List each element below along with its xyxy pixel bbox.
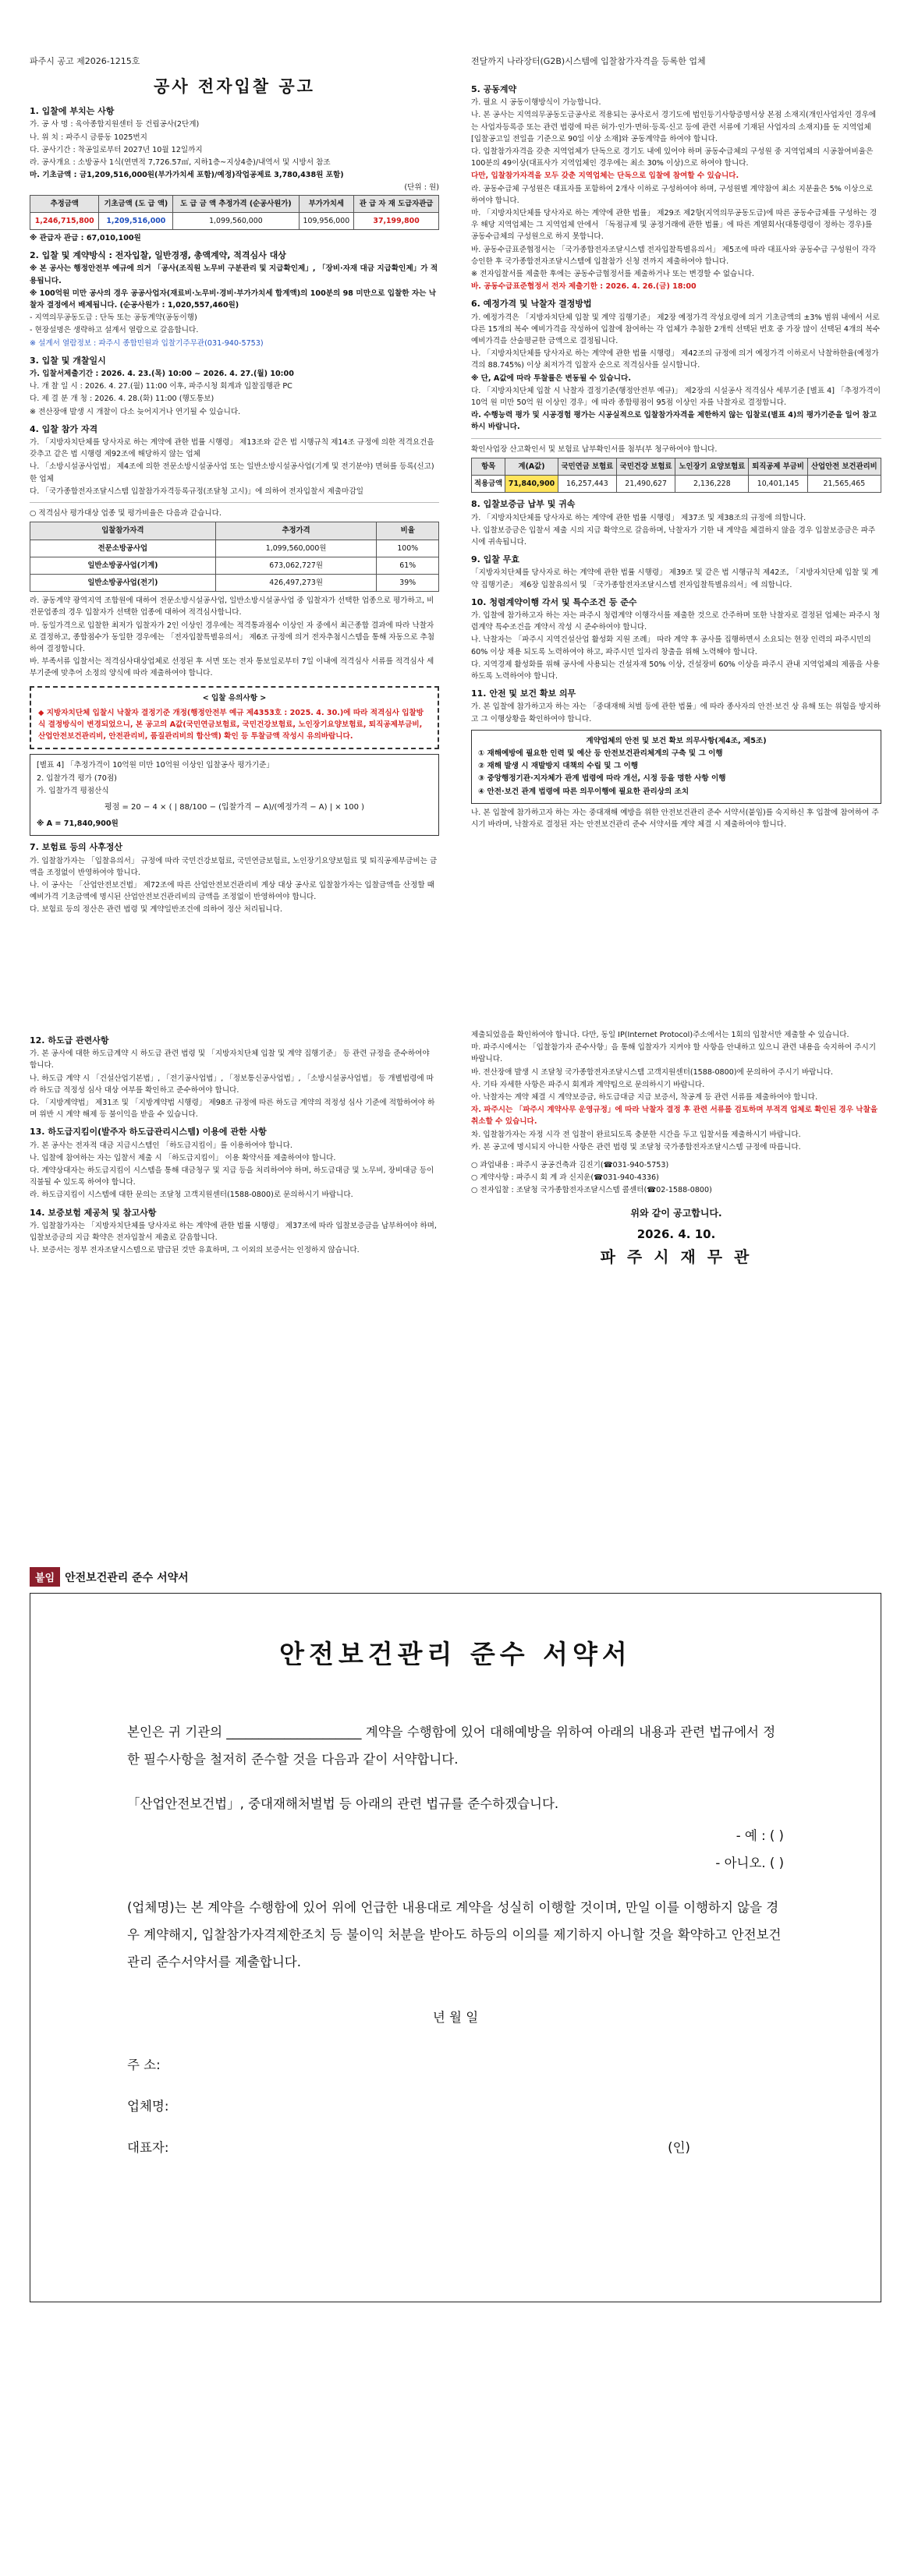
s13-item: 다. 계약상대자는 하도급지킴이 시스템을 통해 대금청구 및 지급 등을 처리하여야 하며, 하도급대금 및 노무비, 장비대금 등이 직불될 수 있도록 하여야 합니다. <box>30 1166 434 1187</box>
s4-more: 마. 동일가격으로 입찰한 최저가 입찰자가 2인 이상인 경우에는 적격통과점수 이상인 자 중에서 최근종합 결과에 따라 낙찰자로 결정하고, 종합점수가 동일한 경우에는 「전자입찰특별유의서」 제6조 규정에 의거 전자추첨시스템을 통해 자동으로 추첨하여 결정합니다. <box>30 621 435 653</box>
section-4-title: 4. 입찰 참가 자격 <box>30 423 98 434</box>
table-cell: 1,099,560,000 <box>173 212 299 229</box>
s5-item: 가. 필요 시 공동이행방식이 가능합니다. <box>471 98 601 108</box>
s5-item: 나. 본 공사는 지역의무공동도급공사로 적용되는 공사로서 경기도에 법인등기사항증명서상 본점 소재지(개인사업자인 경우에는 사업자등록증 또는 관련 법령에 따른 허가·인가·면허·등록·신고 등에 관련 서류에 기재된 사업자의 소재지)를 둔 지역업체 [입찰공고일 전일을 기준으로 90일 이상 소재]와 공동계약을 하여야 합니다. <box>471 111 877 143</box>
page-title: 공사 전자입찰 공고 <box>154 77 315 96</box>
section-5-title: 5. 공동계약 <box>471 84 517 94</box>
s6-item: 가. 예정가격은 「지방자치단체 입찰 및 계약 집행기준」 제2장 예정가격 작성요령에 의거 기초금액의 ±3% 범위 내에서 서로 다른 15개의 복수 예비가격을 작성하여 입찰에 참여하는 각 업체가 추첨한 2개씩 선택된 번호 중 가장 많이 선택된 4개의 복수예비가격을 산술평균한 금액으로 결정됩니다. <box>471 313 881 346</box>
table-header: 부가가치세 <box>299 195 354 212</box>
s12-item: 가. 본 공사에 대한 하도급계약 시 하도급 관련 법령 및 「지방자치단체 입찰 및 계약 집행기준」 등 관련 규정을 준수하여야 합니다. <box>30 1049 430 1070</box>
table-cell: 1,246,715,800 <box>30 212 99 229</box>
s13-item: 라. 하도급지킴이 시스템에 대한 문의는 조달청 고객지원센터(1588-0800)로 문의하시기 바랍니다. <box>30 1191 353 1200</box>
a-value: ※ A = 71,840,900원 <box>37 819 119 829</box>
divider <box>471 438 881 439</box>
table-header: 항목 <box>472 458 505 475</box>
table-cell: 2,136,228 <box>675 476 749 493</box>
attachment-title: 안전보건관리 준수 서약서 <box>65 1572 189 1584</box>
attachment-heading <box>30 1567 881 1587</box>
t1-note: ※ 관급자 관급 : 67,010,100원 <box>30 234 141 243</box>
table-cell: 1,209,516,000 <box>99 212 173 229</box>
s5-item: 바. 공동수급표준협정서는 「국가종합전자조달시스템 전자입찰특별유의서」 제5조에 따라 대표사와 공동수급 구성원이 각각 승인한 후 국가종합전자조달시스템에 입찰참가 신청 전까지 제출하여야 합니다. <box>471 245 877 266</box>
safety-box-item: ③ 중앙행정기관·지자체가 관계 법령에 따라 개선, 시정 등을 명한 사항 이행 <box>478 774 726 784</box>
formula-title: [별표 4] 「추정가격이 10억원 미만 10억원 이상인 입찰공사 평가기준」 <box>37 761 275 770</box>
table-header: 도 급 금 액 추정가격 (순공사원가) <box>173 195 299 212</box>
lower-item: 카. 본 공고에 명시되지 아니한 사항은 관련 법령 및 조달청 국가종합전자조달시스템 규정에 따릅니다. <box>471 1142 801 1152</box>
s2-item: ※ 100억원 미만 공사의 경우 공공사업자(재료비·노무비·경비·부가가치세 합계액)의 100분의 98 미만으로 입찰한 자는 낙찰자 결정에서 배제됩니다. (순공사원가 : 1,020,557,460원) <box>30 288 437 310</box>
announcement-page-1 <box>0 0 911 990</box>
section-10-title: 10. 청렴계약이행 각서 및 특수조건 등 준수 <box>471 596 637 607</box>
lower-item: 제출되었음을 확인하여야 합니다. 다만, 동일 IP(Internet Protocol)주소에서는 1회의 입찰서만 제출할 수 있습니다. <box>471 1031 849 1039</box>
s4-more: 바. 부족서류 입찰서는 적격심사대상업체로 선정된 후 서면 또는 전자 통보일로부터 7일 이내에 적격심사 서류를 적격심사 세부기준에 맞추어 소정의 양식에 따라 제출하여야 합니다. <box>30 657 434 678</box>
safety-pledge-section <box>30 1567 881 2331</box>
pledge-company-field[interactable]: 업체명: <box>127 2099 169 2114</box>
table-cell: 37,199,800 <box>354 212 439 229</box>
table-cell: 16,257,443 <box>558 476 616 493</box>
section-1-title: 1. 입찰에 부치는 사항 <box>30 106 115 117</box>
lower-item: 마. 파주시에서는 「입찰참가자 준수사항」을 통해 입찰자가 지켜야 할 사항을 안내하고 있으니 관련 내용을 숙지하여 주시기 바랍니다. <box>471 1043 877 1064</box>
lower-item: 자. 파주시는 「파주시 계약사무 운영규정」에 따라 낙찰자 결정 후 관련 서류를 검토하며 부적격 업체로 확인된 경우 낙찰을 취소할 수 있습니다. <box>471 1106 878 1127</box>
budget-table <box>30 195 439 230</box>
attachment-tag: 붙임 <box>30 1567 60 1587</box>
table-cell: 39% <box>377 574 439 591</box>
table-cell: 673,062,727원 <box>215 557 377 574</box>
pledge-date-line[interactable]: 년 월 일 <box>432 2010 479 2025</box>
safety-box-item: ④ 안전·보건 관계 법령에 따른 의무이행에 필요한 관리상의 조치 <box>478 787 689 796</box>
s1-item: 라. 공사개요 : 소방공사 1식(연면적 7,726.57㎡, 지하1층~지상4층)/내역서 및 시방서 참조 <box>30 158 331 168</box>
notice-title: < 입찰 유의사항 > <box>202 693 267 702</box>
lower-item: 바. 전산장애 발생 시 조달청 국가종합전자조달시스템 고객지원센터(1588-0800)에 문의하여 주시기 바랍니다. <box>471 1067 834 1077</box>
s7-item: 가. 입찰참가자는 「입찰유의서」 규정에 따라 국민건강보험료, 국민연금보험료, 노인장기요양보험료 및 퇴직공제부금비는 금액을 조정없이 반영하여야 합니다. <box>30 856 438 877</box>
formula-expression: 평점 = 20 − 4 × ( | 88/100 − (입찰가격 − A)/(예정가격 − A) | × 100 ) <box>104 802 365 812</box>
formula-item: 가. 입찰가격 평점산식 <box>37 786 109 795</box>
s6-item: 나. 「지방자치단체를 당사자로 하는 계약에 관한 법률 시행령」 제42조의 규정에 의거 예정가격 이하로서 낙찰하한율(예정가격의 88.745%) 이상 최저가격 입찰자 순으로 적격심사를 실시합니다. <box>471 349 879 370</box>
s4-item: 다. 「국가종합전자조달시스템 입찰참가자격등록규정(조달청 고시)」에 의하여 전자입찰서 제출마감일 <box>30 487 363 496</box>
table-header: 비율 <box>377 522 439 540</box>
table-header: 입찰참가자격 <box>30 522 216 540</box>
s1-item: 마. 기초금액 : 금1,209,516,000원(부가가치세 포함)/예정)작업공제료 3,780,438원 포함) <box>30 171 344 180</box>
lower-item: 사. 기타 자세한 사항은 파주시 회계과 계약팀으로 문의하시기 바랍니다. <box>471 1080 705 1089</box>
s3-item: 다. 제 결 분 개 청 : 2026. 4. 28.(화) 11:00 (행도통보) <box>30 395 214 404</box>
s1-item: 다. 공사기간 : 착공일로부터 2027년 10월 12일까지 <box>30 145 203 154</box>
section-9-title: 9. 입찰 무효 <box>471 554 519 565</box>
section-14-title: 14. 보증보험 제공처 및 참고사항 <box>30 1207 157 1218</box>
s12-item: 다. 「지방계약법」 제31조 및 「지방계약법 시행령」 제98조 규정에 따른 하도급 계약의 적정성 심사 기준에 적합하여야 하며 위반 시 계약 해제 등 불이익을 받을 수 있습니다. <box>30 1099 435 1120</box>
table-cell: 일반소방공사업(전기) <box>30 574 216 591</box>
contact-item: ○ 전자입찰 : 조달청 국가종합전자조달시스템 콜센터(☎02-1588-0800) <box>471 1186 712 1195</box>
contact-item: ○ 과업내용 : 파주시 공공건축과 김진기(☎031-940-5753) <box>471 1161 669 1170</box>
table-header: 국민연금 보험료 <box>558 458 616 475</box>
section-3-title: 3. 입찰 및 개찰일시 <box>30 355 106 366</box>
lower-right-column <box>471 1029 881 1267</box>
table-row <box>472 476 881 493</box>
s5-item: 다. 입찰참가자격을 갖춘 지역업체가 단독으로 경기도 내에 있어야 하며 공동수급체의 구성원 중 지역업체의 시공참여비율은 100분의 49이상(대표사가 지역업체인 경우에는 최소 30% 이상)으로 하여야 합니다. <box>471 147 874 168</box>
table-header: 추정금액 <box>30 195 99 212</box>
pledge-paragraph: 본인은 귀 기관의 _____________________ 계약을 수행함에 있어 대해예방을 위하여 아래의 내용과 관련 법규에서 정한 필수사항을 철저히 준수할 것을 다음과 같이 서약합니다. <box>127 1725 776 1767</box>
section-2-title: 2. 입찰 및 계약방식 : 전자입찰, 일반경쟁, 총액계약, 적격심사 대상 <box>30 250 286 261</box>
s14-item: 나. 보증서는 정부 전자조달시스템으로 발급된 것만 유효하며, 그 이외의 보증서는 인정하지 않습니다. <box>30 1246 360 1255</box>
s4-item: 나. 「소방시설공사업법」 제4조에 의한 전문소방시설공사업 또는 일반소방시설공사업(기계 및 전기분야) 면허를 등록(신고)한 업체 <box>30 462 434 483</box>
table-cell: 100% <box>377 540 439 557</box>
lower-left-column <box>30 1029 439 1257</box>
pledge-address-field[interactable]: 주 소: <box>127 2058 161 2072</box>
weight-note: ○ 적격심사 평가대상 업종 및 평가비율은 다음과 같습니다. <box>30 509 222 518</box>
unit-label: (단위 : 원) <box>404 183 439 193</box>
s3-item: ※ 전산장애 발생 시 개찰이 다소 늦어지거나 연기될 수 있습니다. <box>30 407 241 416</box>
table-header: 퇴직공제 부금비 <box>749 458 807 475</box>
section-8-title: 8. 입찰보증금 납부 및 귀속 <box>471 499 576 510</box>
table-row <box>30 557 439 574</box>
table-header: 국민건강 보험료 <box>617 458 675 475</box>
lower-item: 아. 낙찰자는 계약 체결 시 계약보증금, 하도급대금 지급 보증서, 착공계 등 관련 서류를 제출하여야 합니다. <box>471 1093 818 1102</box>
pledge-body <box>127 1718 784 2161</box>
table-cell: 1,099,560,000원 <box>215 540 377 557</box>
s14-item: 가. 입찰참가자는 「지방자치단체를 당사자로 하는 계약에 관한 법률 시행령」 제37조에 따라 입찰보증금을 납부하여야 하며, 입찰보증금의 지급 확약은 전자입찰서 제출로 갈음합니다. <box>30 1221 437 1243</box>
s10-item: 가. 입찰에 참가하고자 하는 자는 파주시 청렴계약 이행각서를 제출한 것으로 간주하며 또한 낙찰자로 결정된 업체는 파주시 청렴계약 특수조건을 계약서 작성 시 준수하여야 합니다. <box>471 610 881 632</box>
section-6-title: 6. 예정가격 및 낙찰자 결정방법 <box>471 299 592 310</box>
s13-item: 가. 본 공사는 전자적 대금 지급시스템인 「하도급지킴이」를 이용하여야 합니다. <box>30 1141 292 1150</box>
table-header: 계(A값) <box>505 458 558 475</box>
a-value-table <box>471 458 881 493</box>
s6-item: 라. 수행능력 평가 및 시공경험 평가는 시공실적으로 입찰참가자격을 제한하지 않는 입찰로(별표 4)의 평가기준을 일어 참고하시 바랍니다. <box>471 411 877 432</box>
s3-item: 가. 입찰서제출기간 : 2026. 4. 23.(목) 10:00 ~ 2026. 4. 27.(월) 10:00 <box>30 370 294 379</box>
section-13-title: 13. 하도급지킴이(발주자 하도급관리시스템) 이용에 관한 사항 <box>30 1127 267 1138</box>
table-cell: 10,401,145 <box>749 476 807 493</box>
s7-item: 나. 이 공사는 「산업안전보건법」 제72조에 따른 산업안전보건관리비 계상 대상 공사로 입찰참가자는 입찰금액을 산정할 때 예비가격 기초금액에 명시된 산업안전보건관리비의 금액을 조정없이 반영하여야 합니다. <box>30 880 434 902</box>
pledge-ceo-field[interactable]: 대표자: <box>127 2140 169 2155</box>
table-cell: 일반소방공사업(기계) <box>30 557 216 574</box>
s1-item: 가. 공 사 명 : 육아종합지원센터 등 건립공사(2단계) <box>30 120 200 129</box>
s4-more: 라. 공동계약 광역지역 조합원에 대하여 전문소방시설공사업, 일반소방시설공사업 중 입찰자가 선택한 업종으로 평가하고, 비전문업종의 경우 입찰자가 선택한 업종에 대하여 적격심사합니다. <box>30 596 434 617</box>
formula-box <box>30 754 439 836</box>
pledge-ceo-row <box>127 2134 784 2161</box>
table-cell: 61% <box>377 557 439 574</box>
section-11-title: 11. 안전 및 보건 확보 의무 <box>471 688 576 699</box>
table-cell: 426,497,273원 <box>215 574 377 591</box>
table-cell: 적용금액 <box>472 476 505 493</box>
closing-statement: 위와 같이 공고합니다. <box>630 1207 722 1219</box>
section-7-title: 7. 보험료 등의 사후정산 <box>30 842 122 853</box>
s2-item: - 지역의무공동도급 : 단독 또는 공동계약(공동이행) <box>30 313 197 323</box>
s5-item: 마. 「지방자치단체를 당사자로 하는 계약에 관한 법률」 제29조 제2항(지역의무공동도급)에 따른 공동수급체를 구성하는 경우 해당 지역업체는 그 지역업체 안에서 「독점규제 및 공정거래에 관한 법률」에 따른 계열회사(대통령령이 정하는 경우)를 공동수급체의 구성원으로 하지 못합니다. <box>471 209 877 242</box>
pledge-paragraph: (업체명)는 본 계약을 수행함에 있어 위에 언급한 내용대로 계약을 성실히 이행할 것이며, 만일 이를 이행하지 않을 경우 계약해지, 입찰참가자격제한조치 등 불이익 처분을 받아도 하등의 이의를 제기하지 아니할 것을 확약하고 안전보건관리 준수서약서를 제출합니다. <box>127 1900 782 1969</box>
notice-item: ◆ 지방자치단체 입찰시 낙찰자 결정기준 개정(행정안전부 예규 제4353호 : 2025. 4. 30.)에 따라 적격심사 입찰방식 결정방식이 변경되었으니, 본 공고의 A값(국민연금보험료, 국민건강보험료, 노인장기요양보험료, 퇴직공제부금비, 산업안전보건관리비, 안전관리비, 품질관리비의 합산액) 확인 등 투찰금액 작성시 유의바랍니다. <box>38 708 424 741</box>
header-right: 전달까지 나라장터(G2B)시스템에 입찰참가자격을 등록한 업체 <box>471 56 706 66</box>
safety-box-title: 계약업체의 안전 및 보건 확보 의무사항(제4조, 제5조) <box>586 736 767 745</box>
safety-box-item: ① 재해예방에 필요한 인력 및 예산 등 안전보건관리체계의 구축 및 그 이행 <box>478 748 723 758</box>
s2-item: - 현장설명은 생략하고 설계서 열람으로 갈음합니다. <box>30 326 199 335</box>
s11-item: 가. 본 입찰에 참가하고자 하는 자는 「중대재해 처벌 등에 관한 법률」에 따라 종사자의 안전·보건 상 유해 또는 위험을 방지하고 그 이행상황을 확인하여야 합니다. <box>471 702 881 724</box>
s5-item: 라. 공동수급체 구성원은 대표자를 포함하여 2개사 이하로 구성하여야 하며, 구성원별 계약참여 최소 지분율은 5% 이상으로 하여야 합니다. <box>471 184 873 205</box>
formula-item: 2. 입찰가격 평가 (70점) <box>37 773 117 783</box>
s8-item: 가. 「지방자치단체를 당사자로 하는 계약에 관한 법률 시행령」 제37조 및 제38조의 규정에 의합니다. <box>471 513 806 522</box>
lower-item: 차. 입찰참가자는 자정 시각 전 입찰이 완료되도록 충분한 시간을 두고 입찰서를 제출하시기 바랍니다. <box>471 1130 801 1139</box>
table-row <box>30 540 439 557</box>
header-left: 파주시 공고 제2026-1215호 <box>30 56 140 66</box>
right-column <box>471 78 881 831</box>
s11-more: 나. 본 입찰에 참가하고자 하는 자는 중대재해 예방을 위한 안전보건관리 준수 서약서(붙임)를 숙지하신 후 입찰에 참여하여 주시기 바라며, 낙찰자로 결정된 자는 안전보건관리 준수 서약서를 계약 체결 시 제출하여야 합니다. <box>471 808 879 829</box>
table-cell: 21,565,465 <box>807 476 881 493</box>
pledge-form <box>30 1593 881 2302</box>
divider <box>30 502 439 503</box>
pledge-no-option[interactable]: - 아니오. ( ) <box>715 1856 784 1870</box>
s7-item: 다. 보험료 등의 정산은 관련 법령 및 계약일반조건에 의하여 정산 처리됩니다. <box>30 905 282 915</box>
table-header: 추정가격 <box>215 522 377 540</box>
s3-item: 나. 개 찰 일 시 : 2026. 4. 27.(월) 11:00 이후, 파주시청 회계과 입찰집행관 PC <box>30 382 292 391</box>
s1-item: 나. 위 치 : 파주시 금릉동 1025번지 <box>30 133 147 142</box>
a-value-note: 확인사업장 산고확인서 및 보험료 납부확인서를 첨부(부 청구하여야 합니다. <box>471 444 718 454</box>
s5-item: 다만, 입찰참가자격을 모두 갖춘 지역업체는 단독으로 입찰에 참여할 수 있습니다. <box>471 172 739 181</box>
issuer-name: 파 주 시 재 무 관 <box>600 1247 753 1267</box>
contact-list <box>471 1159 881 1197</box>
s4-item: 가. 「지방자치단체를 당사자로 하는 계약에 관한 법률 시행령」 제13조와 같은 법 시행규칙 제14조 규정에 의한 적격요건을 갖추고 같은 법 시행령 제92조에 해당하지 않는 업체 <box>30 438 434 459</box>
table-header: 관 급 자 재 도급자관급 <box>354 195 439 212</box>
table-cell: 109,956,000 <box>299 212 354 229</box>
s12-item: 나. 하도급 계약 시 「건설산업기본법」, 「전기공사업법」, 「정보통신공사업법」, 「소방시설공사업법」 등 개별법령에 따라 하도급 적정성 심사 대상 여부를 확인하고 준수하여야 합니다. <box>30 1074 434 1095</box>
table-header: 산업안전 보건관리비 <box>807 458 881 475</box>
section-12-title: 12. 하도급 관련사항 <box>30 1035 109 1046</box>
table-cell: 21,490,627 <box>617 476 675 493</box>
seal-mark: (인) <box>668 2140 690 2155</box>
s2-item: ※ 본 공사는 행정안전부 예규에 의거 「공사(조직원 노무비 구분관리 및 지급확인제」, 「장비·자재 대금 지급확인제」가 적용됩니다. <box>30 264 438 285</box>
s13-item: 나. 입찰에 참여하는 자는 입찰서 제출 시 「하도급지킴이」 이용 확약서를 제출하여야 합니다. <box>30 1153 336 1162</box>
s5-item: 바. 공동수급표준협정서 전자 제출기한 : 2026. 4. 26.(금) 18:00 <box>471 282 697 292</box>
pledge-title: 안전보건관리 준수 서약서 <box>279 1639 632 1669</box>
announcement-date: 2026. 4. 10. <box>636 1226 716 1241</box>
table-cell: 전문소방공사업 <box>30 540 216 557</box>
table-row <box>30 574 439 591</box>
s8-item: 나. 입찰보증금은 입찰서 제출 시의 지급 확약으로 갈음하며, 낙찰자가 기한 내 계약을 체결하지 않을 경우 입찰보증금은 파주시에 귀속됩니다. <box>471 525 876 547</box>
table-header: 노인장기 요양보험료 <box>675 458 749 475</box>
left-column <box>30 78 439 917</box>
s2-item: ※ 설계서 열람정보 : 파주시 종합민원과 입찰기주무관(031-940-5753) <box>30 338 264 348</box>
table-cell: 71,840,900 <box>505 476 558 493</box>
s6-item: ※ 단, A값에 따라 투찰률은 변동될 수 있습니다. <box>471 373 631 383</box>
s9-item: 「지방자치단체를 당사자로 하는 계약에 관한 법률 시행령」 제39조 및 같은 법 시행규칙 제42조, 「지방자치단체 입찰 및 계약 집행기준」 제6장 입찰유의서 및 「국가종합전자조달시스템 전자입찰특별유의서」에 의합니다. <box>471 568 879 589</box>
table-row <box>30 212 439 229</box>
pledge-yes-option[interactable]: - 예 : ( ) <box>736 1828 784 1843</box>
bid-notice-box <box>30 686 439 750</box>
s6-item: 다. 「지방자치단체 입찰 시 낙찰자 결정기준(행정안전부 예규)」 제2장의 시설공사 적격심사 세부기준 [별표 4] 「추정가격이 10억 원 미만 50억 원 이상인 경우」에 따라 종합평점이 95점 이상인 자를 낙찰자로 결정합니다. <box>471 386 881 408</box>
pledge-paragraph: 「산업안전보건법」, 중대재해처벌법 등 아래의 관련 법규를 준수하겠습니다. <box>127 1796 559 1811</box>
s5-item: ※ 전자입찰서를 제출한 후에는 공동수급협정서를 제출하거나 또는 변경할 수 없습니다. <box>471 270 754 279</box>
announcement-page-2 <box>0 1006 911 1520</box>
safety-box-item: ② 재해 발생 시 재발방지 대책의 수립 및 그 이행 <box>478 762 638 771</box>
s10-item: 다. 지역경제 활성화를 위해 공사에 사용되는 건설자재 50% 이상, 건설장비 60% 이상을 파주시 관내 지역업체의 제품을 사용하도록 노력하여야 합니다. <box>471 660 880 681</box>
safety-duty-box <box>471 730 881 804</box>
table-header: 기초금액 (도 급 액) <box>99 195 173 212</box>
contact-item: ○ 계약사항 : 파주시 회 계 과 신지운(☎031-940-4336) <box>471 1173 659 1183</box>
s10-item: 나. 낙찰자는 「파주시 지역건설산업 활성화 지원 조례」 따라 계약 후 공사를 집행하면서 소요되는 현장 인력의 파주시민의 60% 이상 채용 되도록 노력하여야 하고, 파주시민 일자리 창출을 위해 노력해야 합니다. <box>471 635 871 656</box>
weight-table <box>30 522 439 592</box>
